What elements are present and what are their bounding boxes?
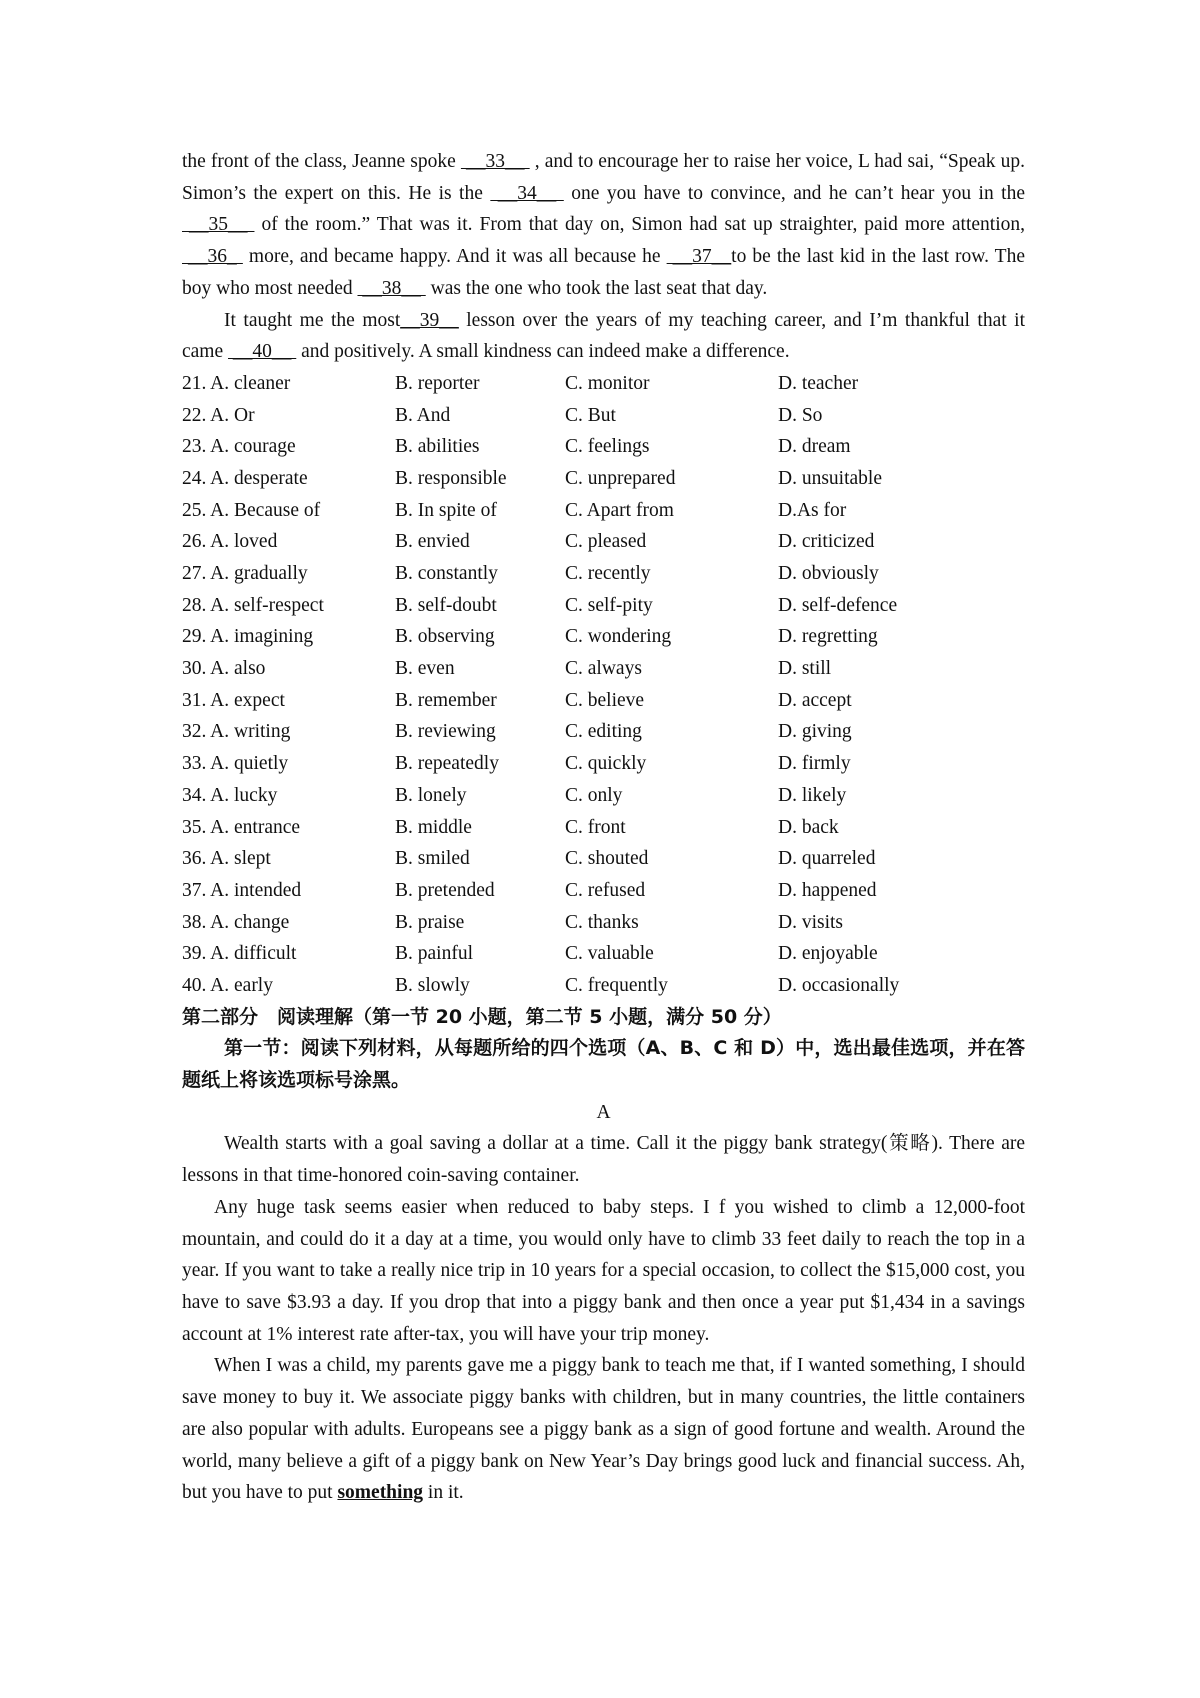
option-b: B. even bbox=[395, 658, 455, 680]
option-a: 28. A. self-respect bbox=[182, 594, 324, 616]
emphasized-word: something bbox=[337, 1482, 424, 1504]
option-c: C. refused bbox=[565, 879, 646, 901]
option-a: 23. A. courage bbox=[182, 436, 296, 458]
section-label: A bbox=[596, 1101, 611, 1123]
option-c: C. recently bbox=[565, 563, 651, 585]
option-d: D. obviously bbox=[778, 563, 879, 585]
option-c: C. monitor bbox=[565, 372, 650, 394]
option-d: D. teacher bbox=[778, 372, 859, 394]
option-b: B. praise bbox=[395, 911, 465, 933]
option-b: B. responsible bbox=[395, 467, 507, 489]
option-row bbox=[182, 590, 1025, 622]
option-d: D. quarreled bbox=[778, 848, 876, 870]
option-c: C. quickly bbox=[565, 753, 647, 775]
blank-36: __36_ bbox=[182, 246, 243, 268]
option-b: B. remember bbox=[395, 689, 497, 711]
option-c: C. self-pity bbox=[565, 594, 653, 616]
option-row bbox=[182, 653, 1025, 685]
option-a: 39. A. difficult bbox=[182, 943, 297, 965]
option-a: 26. A. loved bbox=[182, 531, 278, 553]
passage-a-paragraph-1: Wealth starts with a goal saving a dollar at a time. Call it the piggy bank strategy(策略). There are lessons in that time-honored coin-saving container. bbox=[182, 1133, 1025, 1187]
option-c: C. feelings bbox=[565, 436, 650, 458]
option-row bbox=[182, 716, 1025, 748]
option-d: D.As for bbox=[778, 499, 847, 521]
blank-34: __34__ bbox=[490, 182, 564, 204]
option-row bbox=[182, 685, 1025, 717]
option-b: B. lonely bbox=[395, 784, 467, 806]
option-b: B. middle bbox=[395, 816, 472, 838]
option-a: 27. A. gradually bbox=[182, 563, 308, 585]
option-c: C. frequently bbox=[565, 974, 668, 996]
option-c: C. Apart from bbox=[565, 499, 674, 521]
option-b: B. envied bbox=[395, 531, 470, 553]
option-a: 31. A. expect bbox=[182, 689, 285, 711]
option-row bbox=[182, 621, 1025, 653]
option-row bbox=[182, 368, 1025, 400]
cloze-paragraph-2: It taught me the most__39__ lesson over the years of my teaching career, and I’m thankful that it came __40__ and positively. A small kindness can indeed make a difference. bbox=[182, 309, 1025, 363]
option-row bbox=[182, 780, 1025, 812]
option-c: C. shouted bbox=[565, 848, 649, 870]
option-d: D. firmly bbox=[778, 753, 851, 775]
option-a: 35. A. entrance bbox=[182, 816, 301, 838]
option-d: D. self-defence bbox=[778, 594, 898, 616]
option-c: C. wondering bbox=[565, 626, 672, 648]
blank-40: __40__ bbox=[228, 341, 297, 363]
option-b: B. abilities bbox=[395, 436, 480, 458]
option-a: 30. A. also bbox=[182, 658, 266, 680]
option-b: B. reporter bbox=[395, 372, 480, 394]
option-d: D. accept bbox=[778, 689, 852, 711]
option-row bbox=[182, 938, 1025, 970]
option-a: 38. A. change bbox=[182, 911, 290, 933]
option-b: B. reviewing bbox=[395, 721, 496, 743]
option-a: 25. A. Because of bbox=[182, 499, 321, 521]
blank-37: __37__ bbox=[666, 246, 732, 268]
option-c: C. only bbox=[565, 784, 623, 806]
passage-a-paragraph-2: Any huge task seems easier when reduced to baby steps. I f you wished to climb a 12,000-foot mountain, and could do it a day at a time, you would only have to climb 33 feet daily to reach the top in a year. If you want to take a really nice trip in 10 years for a special occasion, to collect the $15,000 cost, you have to save $3.93 a day. If you drop that into a piggy bank and then once a year put $1,434 in a savings account at 1% interest rate after-tax, you will have your trip money. bbox=[182, 1196, 1025, 1345]
option-row bbox=[182, 400, 1025, 432]
option-row bbox=[182, 875, 1025, 907]
option-b: B. In spite of bbox=[395, 499, 497, 521]
option-d: D. regretting bbox=[778, 626, 878, 648]
option-row bbox=[182, 907, 1025, 939]
option-row bbox=[182, 526, 1025, 558]
blank-38: __38__ bbox=[357, 277, 426, 299]
option-row bbox=[182, 431, 1025, 463]
option-b: B. smiled bbox=[395, 848, 470, 870]
part2-instruction: 第一节：阅读下列材料，从每题所给的四个选项（A、B、C 和 D）中，选出最佳选项，并在答题纸上将该选项标号涂黑。 bbox=[182, 1037, 1025, 1092]
option-a: 24. A. desperate bbox=[182, 467, 308, 489]
option-d: D. criticized bbox=[778, 531, 875, 553]
option-row bbox=[182, 463, 1025, 495]
blank-33: __33__ bbox=[460, 151, 530, 172]
passage-a-paragraph-3: When I was a child, my parents gave me a piggy bank to teach me that, if I wanted something, I should save money to buy it. We associate piggy banks with children, but in many countries, the little containers are also popular with adults. Europeans see a piggy bank as a sign of good fortune and wealth. Around the world, many believe a gift of a piggy bank on New Year’s Day brings good luck and financial success. Ah, but you have to put something in it. bbox=[182, 1355, 1025, 1504]
option-d: D. giving bbox=[778, 721, 852, 743]
cloze-paragraph-1: the front of the class, Jeanne spoke __33__ , and to encourage her to raise her voice, L had sai, “Speak up. Simon’s the expert on this. He is the __34__ one you have to convince, and he can’t hear you in the __35__ of the room.” That was it. From that day on, Simon had sat up straighter, paid more attention, __36_ more, and became happy. And it was all because he __37__to be the last kid in the last row. The boy who most needed __38__ was the one who took the last seat that day. bbox=[182, 151, 1026, 299]
option-c: C. editing bbox=[565, 721, 642, 743]
option-d: D. unsuitable bbox=[778, 467, 882, 489]
option-d: D. still bbox=[778, 658, 832, 680]
option-b: B. constantly bbox=[395, 563, 498, 585]
option-b: B. self-doubt bbox=[395, 594, 497, 616]
option-a: 34. A. lucky bbox=[182, 784, 278, 806]
option-b: B. painful bbox=[395, 943, 473, 965]
option-c: C. But bbox=[565, 404, 616, 426]
blank-39: __39__ bbox=[400, 309, 459, 331]
option-c: C. always bbox=[565, 658, 642, 680]
option-a: 37. A. intended bbox=[182, 879, 302, 901]
option-c: C. front bbox=[565, 816, 626, 838]
option-d: D. So bbox=[778, 404, 823, 426]
options-list bbox=[182, 368, 1025, 1002]
option-d: D. enjoyable bbox=[778, 943, 878, 965]
exam-page bbox=[182, 146, 1025, 1509]
option-a: 21. A. cleaner bbox=[182, 372, 291, 394]
option-c: C. thanks bbox=[565, 911, 639, 933]
part2-heading: 第二部分 阅读理解（第一节 20 小题，第二节 5 小题，满分 50 分） bbox=[182, 1005, 782, 1028]
option-row bbox=[182, 843, 1025, 875]
option-row bbox=[182, 495, 1025, 527]
option-b: B. observing bbox=[395, 626, 495, 648]
option-d: D. occasionally bbox=[778, 974, 900, 996]
option-d: D. happened bbox=[778, 879, 877, 901]
option-row bbox=[182, 812, 1025, 844]
blank-35: __35__ bbox=[182, 214, 255, 236]
option-c: C. believe bbox=[565, 689, 645, 711]
option-c: C. unprepared bbox=[565, 467, 676, 489]
option-a: 22. A. Or bbox=[182, 404, 255, 426]
option-a: 36. A. slept bbox=[182, 848, 271, 870]
option-b: B. pretended bbox=[395, 879, 495, 901]
option-b: B. repeatedly bbox=[395, 753, 499, 775]
option-d: D. dream bbox=[778, 436, 851, 458]
option-row bbox=[182, 558, 1025, 590]
option-b: B. slowly bbox=[395, 974, 470, 996]
option-a: 33. A. quietly bbox=[182, 753, 289, 775]
option-row bbox=[182, 748, 1025, 780]
option-d: D. visits bbox=[778, 911, 844, 933]
option-c: C. pleased bbox=[565, 531, 647, 553]
option-c: C. valuable bbox=[565, 943, 654, 965]
option-a: 40. A. early bbox=[182, 974, 273, 996]
option-d: D. likely bbox=[778, 784, 847, 806]
option-row bbox=[182, 970, 1025, 1002]
option-a: 29. A. imagining bbox=[182, 626, 314, 648]
option-d: D. back bbox=[778, 816, 839, 838]
option-b: B. And bbox=[395, 404, 451, 426]
option-a: 32. A. writing bbox=[182, 721, 291, 743]
